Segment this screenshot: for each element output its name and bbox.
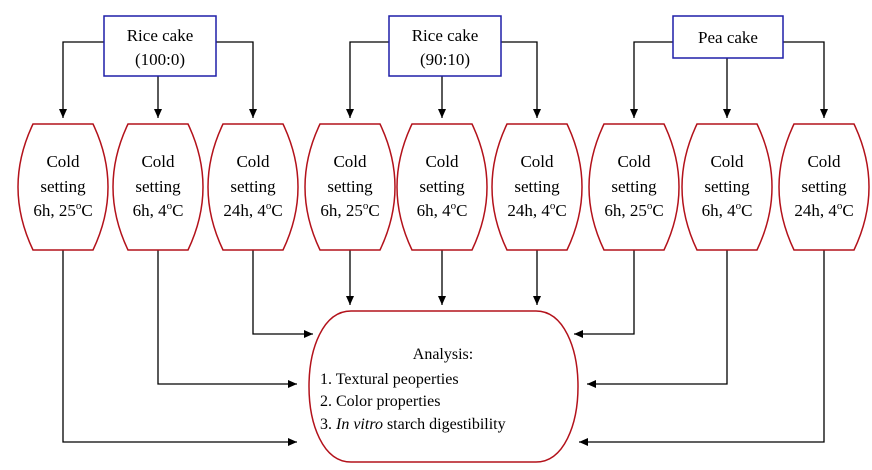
condition-label-setting: setting	[704, 177, 750, 196]
source-label: Rice cake	[411, 26, 479, 45]
temperature-unit: C	[842, 201, 854, 220]
condition-time-temp	[794, 200, 853, 220]
condition-label-cold: Cold	[333, 152, 367, 171]
condition-label-setting: setting	[419, 177, 465, 196]
condition-box-2	[113, 124, 203, 250]
condition-to-analysis-arrow	[587, 250, 727, 384]
degree-sign: o	[549, 200, 556, 212]
branch-arrow-right	[216, 42, 253, 118]
condition-label-setting: setting	[327, 177, 373, 196]
temperature-unit: C	[271, 201, 283, 220]
condition-label-setting: setting	[801, 177, 847, 196]
condition-label-setting: setting	[40, 177, 86, 196]
condition-label-setting: setting	[230, 177, 276, 196]
degree-sign: o	[75, 200, 82, 212]
condition-box-1	[18, 124, 108, 250]
condition-time-temp	[33, 200, 92, 220]
condition-time-temp	[320, 200, 379, 220]
source-label: Rice cake	[126, 26, 194, 45]
condition-time: 6h, 25	[33, 201, 76, 220]
temperature-unit: C	[652, 201, 664, 220]
condition-time-temp	[223, 200, 282, 220]
source-box-3	[673, 16, 783, 58]
condition-time: 24h, 4	[223, 201, 266, 220]
condition-label-cold: Cold	[807, 152, 841, 171]
degree-sign: o	[646, 200, 653, 212]
analysis-title: Analysis:	[412, 346, 474, 363]
item3-in-vitro: In vitro	[336, 416, 383, 433]
temperature-unit: C	[368, 201, 380, 220]
condition-time: 24h, 4	[794, 201, 837, 220]
temperature-unit: C	[172, 201, 184, 220]
item3-number: 3.	[320, 416, 336, 433]
condition-time-temp	[507, 200, 566, 220]
condition-to-analysis-arrow	[574, 250, 634, 334]
branch-arrow-left	[63, 42, 104, 118]
condition-time: 6h, 4	[701, 201, 736, 220]
condition-box-6	[492, 124, 582, 250]
condition-box-9	[779, 124, 869, 250]
source-label: Pea cake	[698, 28, 758, 47]
condition-time: 24h, 4	[507, 201, 550, 220]
branch-arrow-left	[350, 42, 389, 118]
source-ratio: (90:10)	[419, 50, 471, 69]
temperature-unit: C	[555, 201, 567, 220]
branch-arrow-right	[783, 42, 824, 118]
condition-label-cold: Cold	[236, 152, 270, 171]
degree-sign: o	[450, 200, 457, 212]
branch-arrow-right	[501, 42, 537, 118]
degree-sign: o	[166, 200, 173, 212]
condition-label-cold: Cold	[425, 152, 459, 171]
condition-box-8	[682, 124, 772, 250]
condition-time: 6h, 4	[416, 201, 451, 220]
condition-to-analysis-arrow	[253, 250, 313, 334]
analysis-item-color: 2. Color properties	[320, 393, 441, 410]
source-box-1	[104, 16, 216, 76]
condition-label-setting: setting	[135, 177, 181, 196]
temperature-unit: C	[456, 201, 468, 220]
condition-label-cold: Cold	[46, 152, 80, 171]
condition-box-4	[305, 124, 395, 250]
temperature-unit: C	[81, 201, 93, 220]
condition-time-temp	[417, 200, 468, 220]
condition-box-7	[589, 124, 679, 250]
item3-rest: starch digestibility	[382, 416, 506, 433]
temperature-unit: C	[741, 201, 753, 220]
condition-label-cold: Cold	[617, 152, 651, 171]
condition-to-analysis-arrow	[158, 250, 297, 384]
analysis-box	[309, 311, 578, 462]
branch-arrow-left	[634, 42, 673, 118]
degree-sign: o	[836, 200, 843, 212]
degree-sign: o	[735, 200, 742, 212]
condition-time-temp	[604, 200, 663, 220]
source-ratio: (100:0)	[134, 50, 186, 69]
analysis-item-digestibility	[320, 416, 506, 433]
degree-sign: o	[362, 200, 369, 212]
source-box-2	[389, 16, 501, 76]
diagram-nodes	[18, 16, 869, 462]
condition-label-setting: setting	[611, 177, 657, 196]
condition-to-analysis-arrow	[63, 250, 297, 442]
condition-label-cold: Cold	[520, 152, 554, 171]
condition-time: 6h, 25	[604, 201, 647, 220]
degree-sign: o	[265, 200, 272, 212]
condition-label-cold: Cold	[710, 152, 744, 171]
condition-to-analysis-arrow	[579, 250, 824, 442]
condition-box-5	[397, 124, 487, 250]
condition-time: 6h, 4	[132, 201, 167, 220]
condition-box-3	[208, 124, 298, 250]
condition-time-temp	[702, 200, 753, 220]
condition-time-temp	[133, 200, 184, 220]
analysis-item-textural: 1. Textural peoperties	[320, 371, 459, 388]
condition-time: 6h, 25	[320, 201, 363, 220]
condition-label-cold: Cold	[141, 152, 175, 171]
condition-label-setting: setting	[514, 177, 560, 196]
